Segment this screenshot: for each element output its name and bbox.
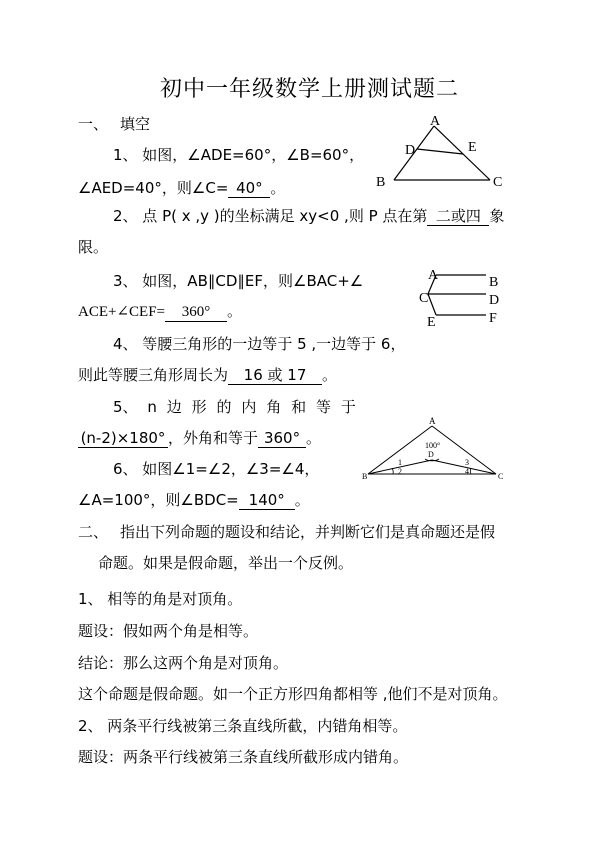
fig3-label-b: B xyxy=(362,472,368,481)
q3-text: ACE+∠CEF= xyxy=(78,304,165,320)
fig1-label-e: E xyxy=(468,140,477,155)
fig3-angle-2: 2 xyxy=(398,467,402,476)
q5-mid: ，外角和等于 xyxy=(168,429,259,447)
section1-label: 填空 xyxy=(120,115,151,133)
fig2-label-a: A xyxy=(428,268,439,283)
q2-line2: 限。 xyxy=(78,238,109,256)
q4-answer: 16 或 17 xyxy=(228,367,322,385)
q2-answer: 二或四 xyxy=(427,208,489,226)
q5-char: 5、 xyxy=(113,398,138,416)
q5-end: 。 xyxy=(306,429,322,447)
q3-end: 。 xyxy=(227,304,243,320)
q6-answer: 140° xyxy=(239,492,295,510)
section1-number: 一、 xyxy=(78,115,109,133)
q3-line2 xyxy=(78,302,242,322)
q4-line1: 4、 等腰三角形的一边等于 5 ,一边等于 6， xyxy=(113,335,406,353)
fig2-label-e: E xyxy=(427,315,436,330)
q1-answer: 40° xyxy=(228,180,270,198)
q2-end: 象 xyxy=(489,207,505,225)
q4-end: 。 xyxy=(322,366,338,384)
fig3-angle-4: 4 xyxy=(465,467,469,476)
prop2-hypothesis: 题设：两条平行线被第三条直线所截形成内错角。 xyxy=(78,748,409,766)
fig3-angle-1: 1 xyxy=(398,458,402,467)
fig3-label-d: D xyxy=(428,450,434,459)
fig3-angle-3: 3 xyxy=(465,458,469,467)
fig2-label-f: F xyxy=(489,311,497,326)
fig1-label-a: A xyxy=(430,114,441,129)
q4-text: 则此等腰三角形周长为 xyxy=(78,366,229,384)
prop1-judgement: 这个命题是假命题。如一个正方形四角都相等 ,他们不是对顶角。 xyxy=(78,685,508,703)
q5-char: 角 xyxy=(266,398,282,416)
q5-line2 xyxy=(78,428,321,448)
q4-line2 xyxy=(78,365,337,385)
fig3-label-c: C xyxy=(498,472,504,481)
q5-char: n xyxy=(147,398,157,416)
q6-line2 xyxy=(78,490,310,510)
q6-end: 。 xyxy=(294,491,310,509)
q1-text: ∠AED=40°，则∠C= xyxy=(78,179,229,197)
fig3-label-a: A xyxy=(429,416,436,426)
q5-char: 内 xyxy=(241,398,257,416)
fig1-label-b: B xyxy=(376,175,386,190)
bisector-triangle-figure xyxy=(362,416,512,486)
q5-char: 的 xyxy=(216,398,232,416)
fig2-label-b: B xyxy=(489,275,499,290)
q3-answer: 360° xyxy=(165,304,227,322)
q5-line1 xyxy=(113,397,356,417)
section2-number: 二、 xyxy=(78,523,109,541)
parallel-lines-figure xyxy=(410,264,510,330)
page-title: 初中一年级数学上册测试题二 xyxy=(160,77,460,102)
q2-text: 2、 点 P( x ,y )的坐标满足 xy<0 ,则 P 点在第 xyxy=(113,207,428,225)
q5-char: 于 xyxy=(340,398,356,416)
section2-line2: 命题。如果是假命题，举出一个反例。 xyxy=(98,554,354,572)
fig2-label-c: C xyxy=(419,291,429,306)
q5-char: 形 xyxy=(191,398,207,416)
fig1-label-c: C xyxy=(493,175,503,190)
q1-line1: 1、 如图，∠ADE=60°，∠B=60°， xyxy=(113,146,365,164)
q6-text: ∠A=100°，则∠BDC= xyxy=(78,491,239,509)
q1-line2 xyxy=(78,178,285,198)
prop2-title: 2、 两条平行线被第三条直线所截，内错角相等。 xyxy=(78,717,408,735)
q3-line1: 3、 如图，AB∥CD∥EF，则∠BAC+∠ xyxy=(113,272,364,290)
q6-line1: 6、 如图∠1=∠2，∠3=∠4， xyxy=(113,460,320,478)
section2-line1: 指出下列命题的题设和结论，并判断它们是真命题还是假 xyxy=(120,523,496,541)
fig1-label-d: D xyxy=(405,143,416,158)
prop1-title: 1、 相等的角是对顶角。 xyxy=(78,590,243,608)
fig3-angle-a: 100° xyxy=(425,441,441,450)
q5-answer1: (n-2)×180° xyxy=(78,430,168,448)
q5-answer2: 360° xyxy=(258,430,306,448)
q1-end: 。 xyxy=(270,179,286,197)
prop1-hypothesis: 题设：假如两个角是相等。 xyxy=(78,622,259,640)
fig2-label-d: D xyxy=(489,293,500,308)
q5-char: 和 xyxy=(291,398,307,416)
q5-char: 边 xyxy=(166,398,182,416)
q2-line1 xyxy=(113,206,504,226)
triangle-figure xyxy=(370,112,520,192)
prop1-conclusion: 结论：那么这两个角是对顶角。 xyxy=(78,654,289,672)
q5-char: 等 xyxy=(316,398,332,416)
